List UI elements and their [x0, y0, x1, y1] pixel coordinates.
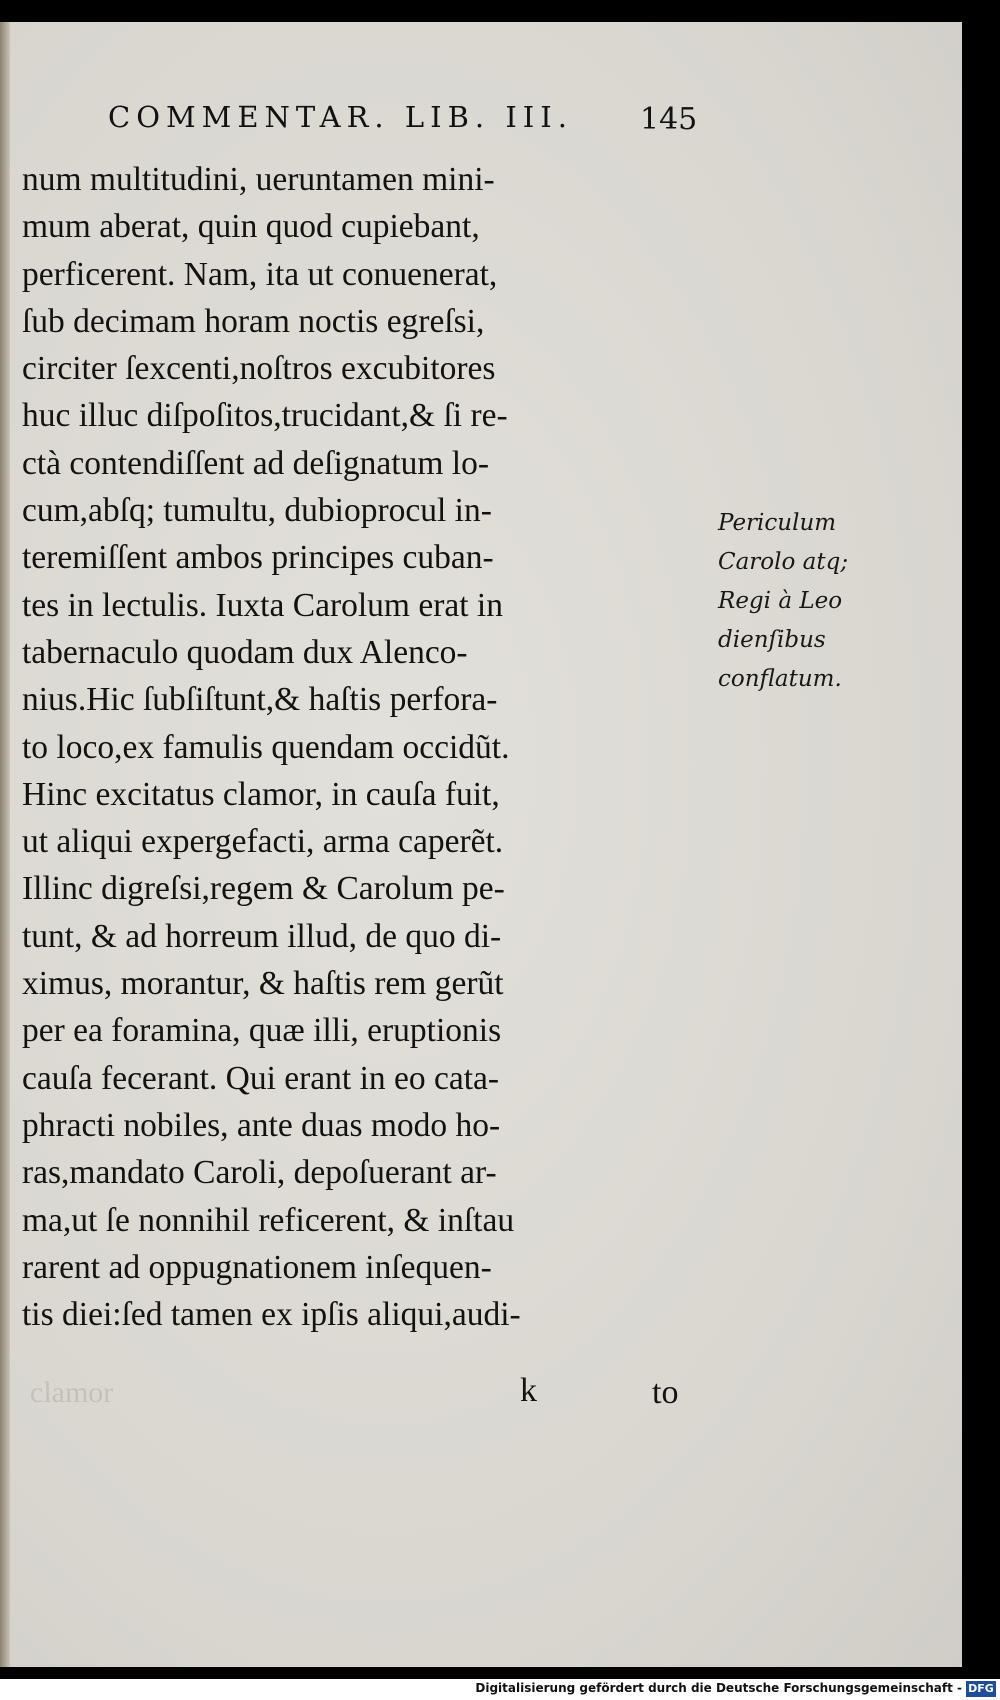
text-line: num multitudini, ueruntamen mini- — [22, 161, 495, 198]
text-line: ma,ut ſe nonnihil reficerent, & inſtau — [22, 1201, 515, 1239]
text-line: mum aberat, quin quod cupiebant, — [22, 208, 480, 246]
marginal-note-line: Regi à Leo — [718, 588, 843, 614]
book-page — [0, 22, 962, 1667]
text-line: ſub decimam horam noctis egreſsi, — [22, 302, 485, 340]
text-line: tes in lectulis. Iuxta Carolum erat in — [22, 586, 503, 624]
text-line: circiter ſexcenti,noſtros excubitores — [22, 350, 496, 388]
marginal-note-line: conflatum. — [718, 666, 842, 692]
dfg-logo-icon[interactable]: DFG — [966, 1681, 996, 1697]
text-line: cauſa fecerant. Qui erant in eo cata- — [22, 1059, 500, 1097]
marginal-note-line: Carolo atq; — [718, 549, 849, 575]
text-line: perficerent. Nam, ita ut conuenerat, — [22, 255, 498, 293]
text-line: huc illuc diſpoſitos,trucidant,& ſi re- — [22, 397, 508, 435]
text-line: nius.Hic ſubſiſtunt,& haſtis perfora- — [22, 681, 498, 719]
marginal-note — [718, 504, 848, 699]
marginal-note-line: Periculum — [718, 510, 837, 536]
digitization-credit-bar — [0, 1679, 1000, 1700]
text-line: ras,mandato Caroli, depoſuerant ar- — [22, 1154, 497, 1192]
text-line: per ea foramina, quæ illi, eruptionis — [22, 1012, 502, 1050]
text-line: ximus, morantur, & haſtis rem gerũt — [22, 965, 504, 1003]
text-line: tunt, & ad horreum illud, de quo di- — [22, 917, 502, 955]
text-line: ut aliqui expergefacti, arma caperẽt. — [22, 823, 504, 861]
body-text — [22, 156, 712, 1338]
marginal-note-line: dienſibus — [718, 627, 826, 653]
text-line: Hinc excitatus clamor, in cauſa fuit, — [22, 775, 500, 813]
text-line: tabernaculo quodam dux Alenco- — [22, 633, 468, 671]
text-line: teremiſſent ambos principes cuban- — [22, 539, 494, 577]
text-line: tis diei:ſed tamen ex ipſis aliqui,audi- — [22, 1296, 521, 1334]
bleed-through-text: clamor — [30, 1376, 114, 1409]
digitization-credit: Digitalisierung gefördert durch die Deutsche Forschungsgemeinschaft - — [475, 1681, 962, 1695]
text-line: ctà contendiſſent ad deſignatum lo- — [22, 444, 489, 482]
catchword: to — [652, 1374, 679, 1411]
text-line: phracti nobiles, ante duas modo ho- — [22, 1106, 501, 1144]
running-head: COMMENTAR. LIB. III. — [108, 100, 573, 134]
text-line: rarent ad oppugnationem inſequen- — [22, 1248, 492, 1286]
text-line: Illinc digreſsi,regem & Carolum pe- — [22, 870, 505, 908]
page-gutter-edge — [0, 22, 10, 1667]
page-number: 145 — [640, 102, 698, 137]
text-line: to loco,ex famulis quendam occidũt. — [22, 728, 510, 766]
signature-mark: k — [520, 1372, 537, 1409]
text-line: cum,abſq; tumultu, dubioprocul in- — [22, 492, 492, 530]
